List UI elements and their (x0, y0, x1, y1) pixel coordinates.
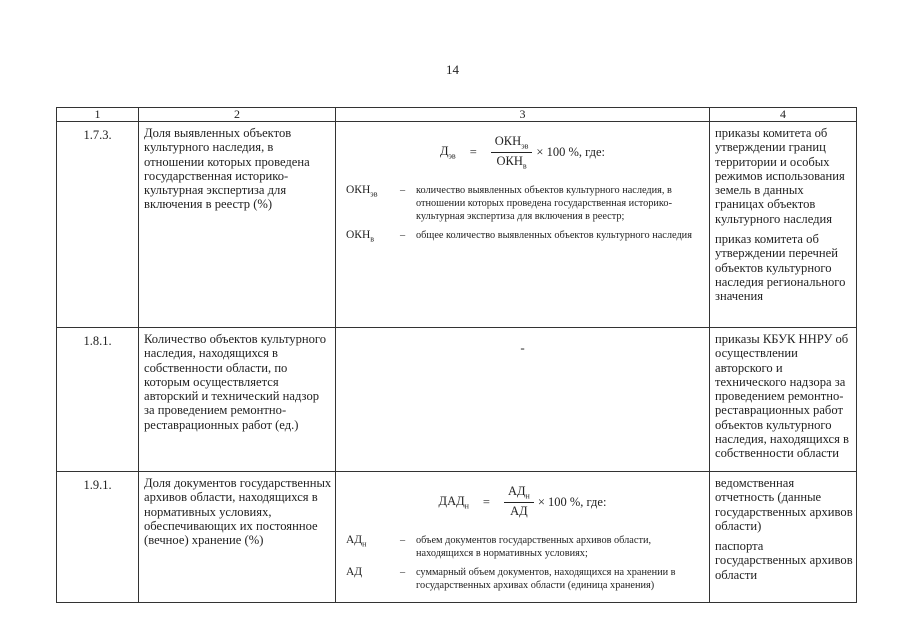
source-item: приказы КБУК ННРУ об осуществлении авторского и технического надзора за проведением ремонтно-реставрационных работ объектов культурного наследия, находящихся в собственности области (715, 332, 849, 461)
formula (336, 484, 709, 520)
definition-item: $ОКН_{эв}$ – количество выявленных объектов культурного наследия, в отношении которых проведена государственная историко-культурная экспертиза для включения в реестр; (346, 184, 672, 222)
formula-fraction: $\frac{АД_н}{АД}$ (504, 484, 534, 520)
header-cell: 1 (57, 108, 139, 122)
header-cell: 2 (139, 108, 336, 122)
formula-lhs: $Д_{эв}$ (439, 143, 456, 161)
header-cell: 4 (710, 108, 857, 122)
formula-tail: × 100 %, где: (537, 494, 607, 509)
row-number: 1.7.3. (57, 122, 139, 328)
table-row (57, 122, 857, 328)
calculation-cell (336, 472, 710, 603)
source-cell (710, 328, 857, 472)
source-item: паспорта государственных архивов области (715, 539, 853, 582)
definition-item: $ОКН_в$ – общее количество выявленных объектов культурного наследия (346, 229, 692, 244)
formula-lhs: $ДАД_н$ (438, 493, 469, 511)
row-number: 1.9.1. (57, 472, 139, 603)
source-item: приказ комитета об утверждении перечней объектов культурного наследия регионального значения (715, 232, 846, 304)
row-number: 1.8.1. (57, 328, 139, 472)
definition-item: $АД_н$ – объем документов государственных архивов области, находящихся в нормативных условиях; (346, 534, 652, 559)
definitions (346, 184, 701, 245)
indicators-table (56, 107, 857, 603)
table-row (57, 328, 857, 472)
formula-tail: × 100 %, где: (536, 144, 606, 159)
formula-equals: = (482, 494, 490, 509)
indicator-name: Доля документов государственных архивов области, находящихся в нормативных условиях, обеспечивающих их постоянное (вечное) хранение (%) (139, 472, 336, 603)
source-cell (710, 472, 857, 603)
indicator-name: Количество объектов культурного наследия, находящихся в собственности области, по которым осуществляется авторский и технический надзор за проведением ремонтно-реставрационных работ (ед.) (139, 328, 336, 472)
page-number: 14 (446, 62, 459, 77)
calculation-cell: - (336, 328, 710, 472)
calculation-cell (336, 122, 710, 328)
definition-item: АД – суммарный объем документов, находящихся на хранении в государственных архивах области (единица хранения) (346, 566, 676, 591)
formula-equals: = (469, 144, 477, 159)
definitions (346, 534, 701, 592)
table-header-row (57, 108, 857, 122)
table-row (57, 472, 857, 603)
formula-fraction: $\frac{ОКН_{эв}}{ОКН_в}$ (491, 134, 533, 170)
source-item: приказы комитета об утверждении границ территории и особых режимов использования земель в данных границах объектов культурного наследия (715, 126, 845, 226)
header-cell: 3 (336, 108, 710, 122)
source-cell (710, 122, 857, 328)
formula (336, 134, 709, 170)
indicator-name: Доля выявленных объектов культурного наследия, в отношении которых проведена государственная историко-культурная экспертиза для включения в реестр (%) (139, 122, 336, 328)
source-item: ведомственная отчетность (данные государственных архивов области) (715, 476, 853, 533)
